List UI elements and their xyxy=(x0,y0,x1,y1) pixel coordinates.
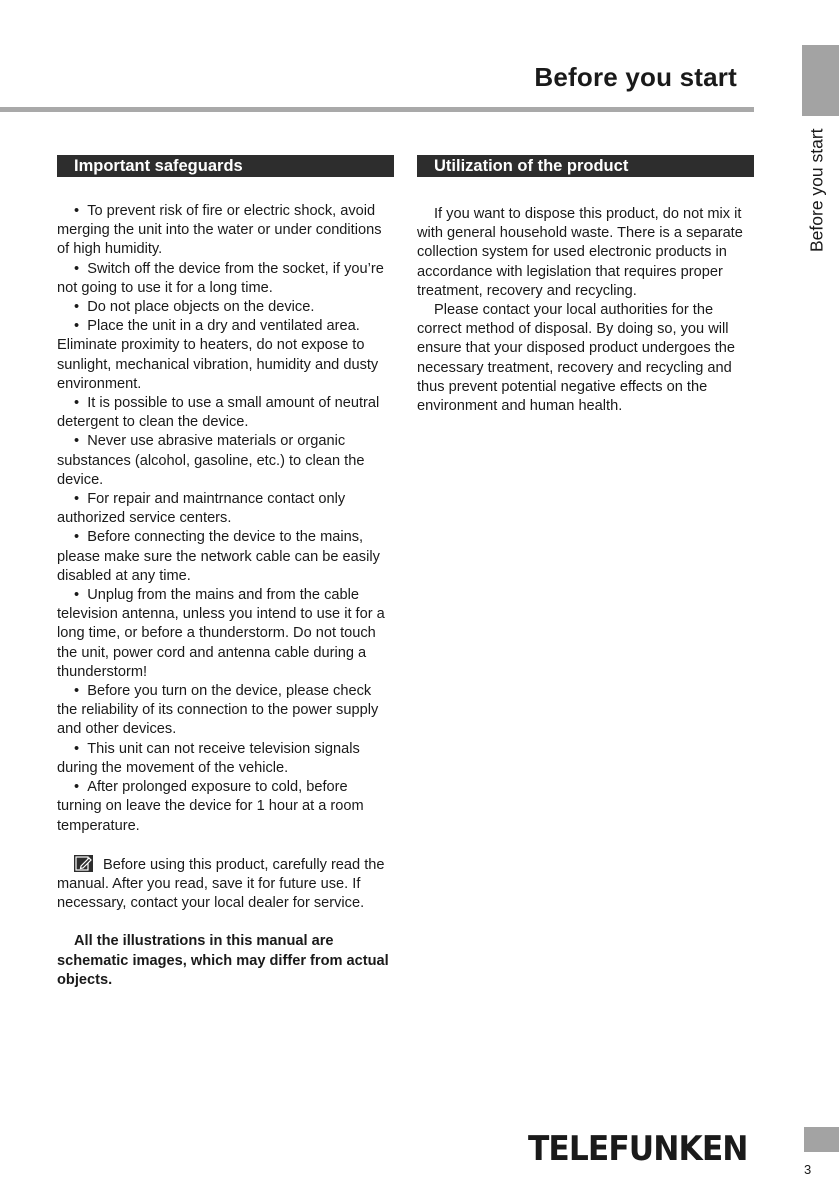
utilization-paragraph: If you want to dispose this product, do not mix it with general household waste. There is a separate collection system for used electronic products in accordance with legislation that requires proper treatment, recovery and recycling. xyxy=(417,206,743,299)
note-pencil-icon xyxy=(74,855,93,872)
list-item: • Unplug from the mains and from the cable television antenna, unless you intend to use it for a long time, or before a thunderstorm. Do not touch the unit, power cord and antenna cable during a thunderstorm! xyxy=(57,586,395,682)
page-number-tab xyxy=(804,1127,839,1152)
telefunken-logo: TELEFUNKEN xyxy=(528,1129,748,1169)
side-section-label: Before you start xyxy=(806,128,827,252)
safeguards-column xyxy=(57,202,395,990)
side-tab-marker xyxy=(802,45,839,116)
page-title: Before you start xyxy=(534,62,737,92)
list-item: • It is possible to use a small amount of neutral detergent to clean the device. xyxy=(57,394,395,432)
header-rule xyxy=(0,107,754,112)
illustrations-note: All the illustrations in this manual are schematic images, which may differ from actual objects. xyxy=(57,933,389,988)
list-item: • Never use abrasive materials or organic substances (alcohol, gasoline, etc.) to clean the device. xyxy=(57,432,395,490)
section-heading-utilization: Utilization of the product xyxy=(417,155,754,177)
page-number: 3 xyxy=(804,1162,812,1177)
list-item: • Switch off the device from the socket, if you’re not going to use it for a long time. xyxy=(57,260,395,298)
list-item: • Do not place objects on the device. xyxy=(57,298,395,317)
manual-note xyxy=(57,855,395,914)
utilization-column xyxy=(417,205,755,416)
list-item: • To prevent risk of fire or electric shock, avoid merging the unit into the water or under conditions of high humidity. xyxy=(57,202,395,260)
list-item: • Before you turn on the device, please check the reliability of its connection to the power supply and other devices. xyxy=(57,682,395,740)
list-item: • Place the unit in a dry and ventilated area. Eliminate proximity to heaters, do not expose to sunlight, mechanical vibration, humidity and dusty environment. xyxy=(57,317,395,394)
manual-note-text: Before using this product, carefully read the manual. After you read, save it for future use. If necessary, contact your local dealer for service. xyxy=(57,856,385,912)
list-item: • After prolonged exposure to cold, before turning on leave the device for 1 hour at a room temperature. xyxy=(57,778,395,836)
list-item: • Before connecting the device to the mains, please make sure the network cable can be easily disabled at any time. xyxy=(57,528,395,586)
list-item: • For repair and maintrnance contact only authorized service centers. xyxy=(57,490,395,528)
list-item: • This unit can not receive television signals during the movement of the vehicle. xyxy=(57,740,395,778)
section-heading-safeguards: Important safeguards xyxy=(57,155,394,177)
utilization-paragraph: Please contact your local authorities for the correct method of disposal. By doing so, you will ensure that your disposed product undergoes the necessary treatment, recovery and recycling and thus prevent potential negative effects on the environment and human health. xyxy=(417,302,736,415)
safeguards-list xyxy=(57,202,395,836)
